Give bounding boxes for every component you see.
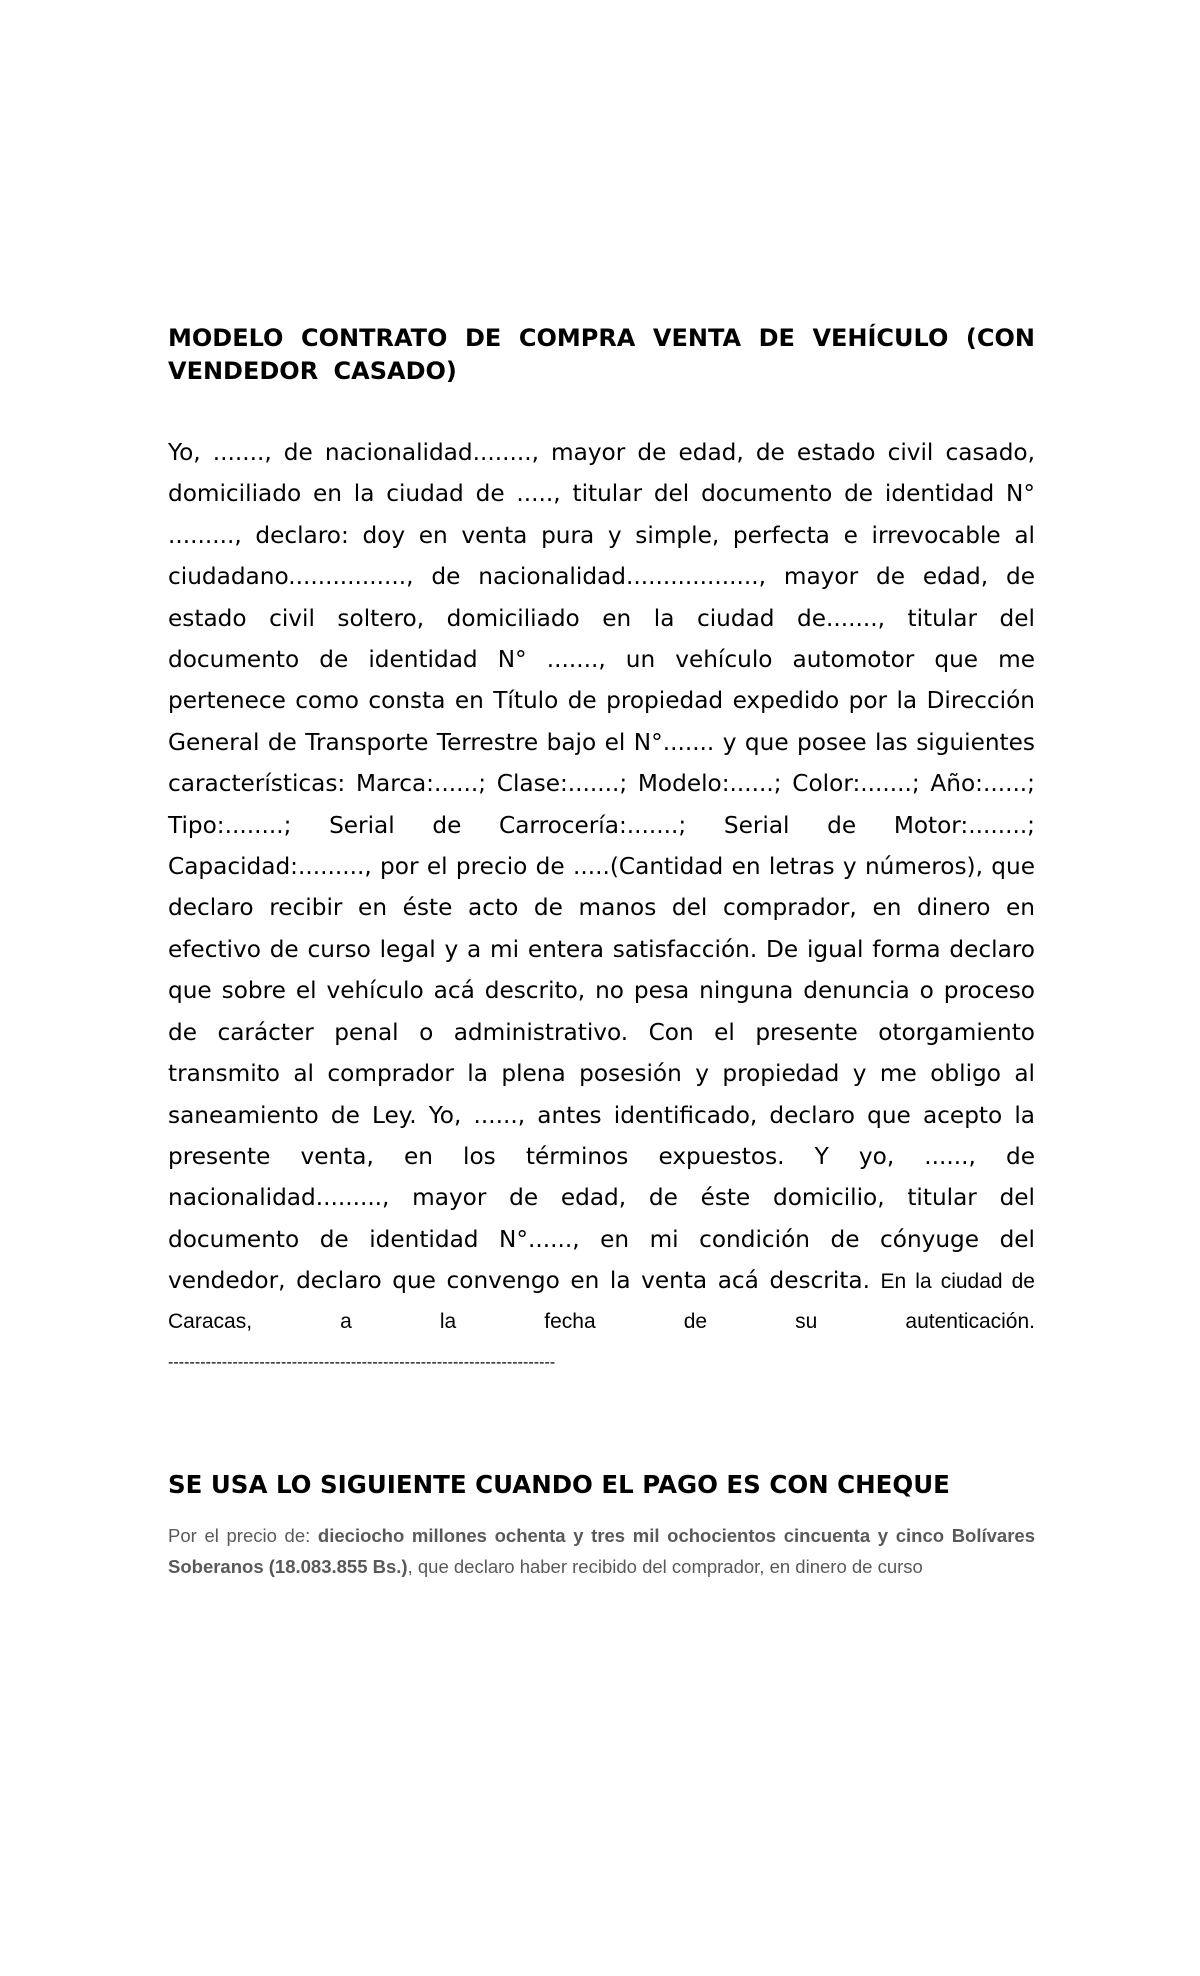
contract-body <box>168 432 1035 1303</box>
separator-line: ------------------------------------------------------------------------ <box>168 1354 556 1371</box>
document-page <box>168 0 1035 1976</box>
cheque-section-heading: SE USA LO SIGUIENTE CUANDO EL PAGO ES CON CHEQUE <box>168 1470 950 1499</box>
closing-start-text: En la ciudad de <box>880 1270 1035 1294</box>
contract-body-text: Yo, ......., de nacionalidad........, mayor de edad, de estado civil casado, domiciliado en la ciudad de ....., titular del documento de identidad N° ........., declaro: doy en venta pura y simple, perfecta e irrevocable al ciudadano................, de nacionalidad.................., mayor de edad, de estado civil soltero, domiciliado en la ciudad de......., titular del documento de identidad N° ......., un vehículo automotor que me pertenece como consta en Título de propiedad expedido por la Dirección General de Transporte Terrestre bajo el N°....... y que posee las siguientes características: Marca:......; Clase:.......; Modelo:......; Color:.......; Año:......; Tipo:........; Serial de Carrocería:.......; Serial de Motor:........; Capacidad:........., por el precio de .....(Cantidad en letras y números), que declaro recibir en éste acto de manos del comprador, en dinero en efectivo de curso legal y a mi entera satisfacción. De igual forma declaro que sobre el vehículo acá descrito, no pesa ninguna denuncia o proceso de carácter penal o administrativo. Con el presente otorgamiento transmito al comprador la plena posesión y propiedad y me obligo al saneamiento de Ley. Yo, ......, antes identificado, declaro que acepto la presente venta, en los términos expuestos. Y yo, ......, de nacionalidad........., mayor de edad, de éste domicilio, titular del documento de identidad N°......, en mi condición de cónyuge del vendedor, declaro que convengo en la venta acá descrita. <box>168 439 1035 1295</box>
document-title: MODELO CONTRATO DE COMPRA VENTA DE VEHÍCULO (CON VENDEDOR CASADO) <box>168 324 1035 385</box>
cheque-text-prefix: Por el precio de: <box>168 1525 318 1546</box>
cheque-section-text <box>168 1520 1035 1582</box>
cheque-amount: dieciocho millones ochenta y tres mil ochocientos cincuenta y cinco Bolívares Soberanos (18.083.855 Bs.) <box>168 1525 1035 1577</box>
cheque-text-suffix: , que declaro haber recibido del comprador, en dinero de curso <box>407 1556 923 1577</box>
closing-line: Caracas, a la fecha de su autenticación. <box>168 1310 1035 1333</box>
